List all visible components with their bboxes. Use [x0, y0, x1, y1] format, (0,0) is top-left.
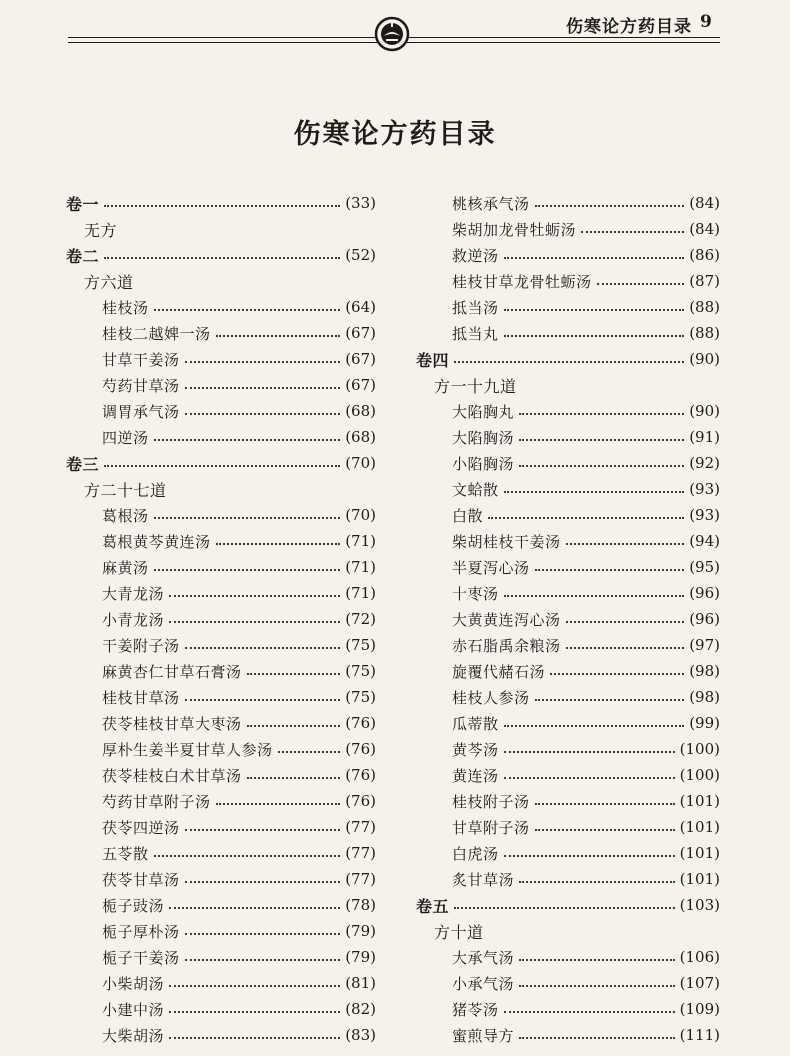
toc-label: 葛根黄芩黄连汤 — [102, 532, 211, 551]
toc-page-number: (96) — [689, 584, 720, 602]
dot-leader — [216, 335, 341, 337]
toc-page-number: (86) — [689, 246, 720, 264]
toc-entry-row — [66, 918, 376, 944]
book-emblem-icon — [374, 16, 410, 52]
toc-page-number: (71) — [345, 584, 376, 602]
toc-label: 方二十七道 — [84, 480, 167, 500]
toc-label: 茯苓桂枝甘草大枣汤 — [102, 714, 242, 733]
toc-label: 瓜蒂散 — [452, 714, 499, 733]
toc-label: 柴胡加龙骨牡蛎汤 — [452, 220, 577, 239]
toc-page-number: (68) — [345, 428, 376, 446]
toc-entry-row — [416, 944, 720, 970]
toc-label: 厚朴生姜半夏甘草人参汤 — [102, 740, 273, 759]
dot-leader — [504, 309, 685, 311]
toc-label: 黄芩汤 — [452, 740, 499, 759]
toc-entry-row — [66, 684, 376, 710]
toc-page-number: (84) — [689, 220, 720, 238]
toc-entry-row — [66, 528, 376, 554]
toc-label: 大陷胸汤 — [452, 428, 515, 447]
toc-label: 卷二 — [66, 246, 100, 266]
toc-page-number: (68) — [345, 402, 376, 420]
dot-leader — [247, 673, 341, 675]
toc-label: 文蛤散 — [452, 480, 499, 499]
toc-page-number: (52) — [345, 246, 376, 264]
toc-page-number: (81) — [345, 974, 376, 992]
toc-entry-row — [66, 346, 376, 372]
toc-label: 旋覆代赭石汤 — [452, 662, 546, 681]
toc-label: 卷一 — [66, 194, 100, 214]
dot-leader — [535, 829, 675, 831]
toc-entry-row — [66, 736, 376, 762]
toc-page-number: (79) — [345, 922, 376, 940]
toc-label: 蜜煎导方 — [452, 1026, 515, 1045]
toc-entry-row — [66, 658, 376, 684]
toc-label: 栀子干姜汤 — [102, 948, 180, 967]
toc-entry-row — [416, 528, 720, 554]
dot-leader — [488, 517, 684, 519]
toc-label: 芍药甘草汤 — [102, 376, 180, 395]
toc-page-number: (96) — [689, 610, 720, 628]
toc-page-number: (71) — [345, 532, 376, 550]
dot-leader — [454, 361, 684, 363]
toc-label: 小建中汤 — [102, 1000, 165, 1019]
dot-leader — [169, 985, 340, 987]
toc-label: 小承气汤 — [452, 974, 515, 993]
toc-label: 桂枝附子汤 — [452, 792, 530, 811]
toc-label: 大青龙汤 — [102, 584, 165, 603]
dot-leader — [247, 725, 341, 727]
dot-leader — [597, 283, 685, 285]
toc-label: 调胃承气汤 — [102, 402, 180, 421]
toc-label: 麻黄汤 — [102, 558, 149, 577]
toc-entry-row — [416, 996, 720, 1022]
toc-entry-row — [416, 788, 720, 814]
dot-leader — [550, 673, 684, 675]
toc-page-number: (64) — [345, 298, 376, 316]
toc-page-number: (92) — [689, 454, 720, 472]
toc-volume-row — [66, 190, 376, 216]
toc-page-number: (77) — [345, 844, 376, 862]
toc-page-number: (101) — [679, 870, 720, 888]
toc-page-number: (72) — [345, 610, 376, 628]
toc-label: 方一十九道 — [434, 376, 517, 396]
toc-entry-row — [416, 242, 720, 268]
toc-label: 大陷胸丸 — [452, 402, 515, 421]
toc-entry-row — [66, 970, 376, 996]
toc-entry-row — [66, 762, 376, 788]
toc-label: 卷三 — [66, 454, 100, 474]
toc-label: 干姜附子汤 — [102, 636, 180, 655]
toc-page-number: (106) — [679, 948, 720, 966]
toc-entry-row — [416, 710, 720, 736]
toc-page-number: (67) — [345, 324, 376, 342]
toc-entry-row — [416, 190, 720, 216]
toc-page-number: (67) — [345, 376, 376, 394]
toc-entry-row — [416, 554, 720, 580]
toc-entry-row — [416, 658, 720, 684]
toc-label: 大承气汤 — [452, 948, 515, 967]
toc-entry-row — [416, 762, 720, 788]
dot-leader — [185, 959, 341, 961]
toc-entry-row — [66, 814, 376, 840]
toc-label: 赤石脂禹余粮汤 — [452, 636, 561, 655]
toc-page-number: (90) — [689, 350, 720, 368]
dot-leader — [154, 569, 341, 571]
toc-page-number: (95) — [689, 558, 720, 576]
toc-label: 卷五 — [416, 896, 450, 916]
page-number: 9 — [700, 12, 712, 32]
toc-entry-row — [66, 892, 376, 918]
toc-entry-row — [416, 736, 720, 762]
toc-entry-row — [416, 320, 720, 346]
toc-group-row — [416, 918, 720, 944]
dot-leader — [169, 1037, 340, 1039]
toc-label: 小陷胸汤 — [452, 454, 515, 473]
toc-entry-row — [66, 424, 376, 450]
toc-group-row — [66, 268, 376, 294]
toc-page-number: (78) — [345, 896, 376, 914]
dot-leader — [454, 907, 675, 909]
toc-label: 甘草干姜汤 — [102, 350, 180, 369]
dot-leader — [104, 465, 340, 467]
dot-leader — [504, 1011, 675, 1013]
toc-label: 桂枝甘草龙骨牡蛎汤 — [452, 272, 592, 291]
dot-leader — [519, 465, 684, 467]
toc-page-number: (101) — [679, 844, 720, 862]
toc-entry-row — [66, 944, 376, 970]
running-title: 伤寒论方药目录 — [566, 17, 692, 37]
dot-leader — [519, 985, 675, 987]
toc-label: 猪苓汤 — [452, 1000, 499, 1019]
toc-label: 芍药甘草附子汤 — [102, 792, 211, 811]
toc-entry-row — [416, 840, 720, 866]
toc-page-number: (99) — [689, 714, 720, 732]
dot-leader — [185, 647, 341, 649]
toc-page-number: (107) — [679, 974, 720, 992]
toc-page-number: (100) — [679, 766, 720, 784]
dot-leader — [504, 777, 675, 779]
toc-entry-row — [66, 502, 376, 528]
toc-page-number: (82) — [345, 1000, 376, 1018]
toc-label: 抵当丸 — [452, 324, 499, 343]
dot-leader — [504, 595, 685, 597]
toc-label: 小青龙汤 — [102, 610, 165, 629]
toc-page-number: (91) — [689, 428, 720, 446]
toc-entry-row — [66, 710, 376, 736]
toc-page-number: (109) — [679, 1000, 720, 1018]
toc-page-number: (84) — [689, 194, 720, 212]
toc-label: 大柴胡汤 — [102, 1026, 165, 1045]
toc-entry-row — [416, 866, 720, 892]
toc-page-number: (76) — [345, 740, 376, 758]
toc-label: 茯苓甘草汤 — [102, 870, 180, 889]
toc-entry-row — [416, 476, 720, 502]
dot-leader — [504, 725, 685, 727]
toc-page-number: (101) — [679, 818, 720, 836]
dot-leader — [535, 569, 685, 571]
dot-leader — [519, 439, 684, 441]
toc-entry-row — [66, 554, 376, 580]
toc-label: 白散 — [452, 506, 484, 525]
toc-label: 方十道 — [434, 922, 484, 942]
toc-group-row — [66, 216, 376, 242]
dot-leader — [504, 491, 685, 493]
dot-leader — [504, 335, 685, 337]
toc-label: 四逆汤 — [102, 428, 149, 447]
toc-entry-row — [416, 606, 720, 632]
dot-leader — [566, 543, 685, 545]
toc-page-number: (76) — [345, 714, 376, 732]
toc-label: 麻黄杏仁甘草石膏汤 — [102, 662, 242, 681]
toc-page-number: (97) — [689, 636, 720, 654]
dot-leader — [185, 933, 341, 935]
toc-label: 卷四 — [416, 350, 450, 370]
dot-leader — [535, 803, 675, 805]
toc-label: 五苓散 — [102, 844, 149, 863]
toc-entry-row — [66, 320, 376, 346]
toc-page-number: (93) — [689, 480, 720, 498]
dot-leader — [154, 517, 341, 519]
dot-leader — [278, 751, 341, 753]
toc-entry-row — [66, 606, 376, 632]
toc-entry-row — [66, 866, 376, 892]
toc-volume-row — [416, 346, 720, 372]
dot-leader — [185, 881, 341, 883]
toc-label: 无方 — [84, 220, 118, 240]
toc-entry-row — [416, 580, 720, 606]
dot-leader — [169, 621, 340, 623]
toc-label: 栀子厚朴汤 — [102, 922, 180, 941]
toc-entry-row — [416, 294, 720, 320]
toc-page-number: (33) — [345, 194, 376, 212]
toc-page-number: (90) — [689, 402, 720, 420]
toc-group-row — [416, 372, 720, 398]
dot-leader — [566, 647, 685, 649]
dot-leader — [504, 855, 675, 857]
dot-leader — [185, 699, 341, 701]
dot-leader — [535, 699, 685, 701]
toc-label: 茯苓四逆汤 — [102, 818, 180, 837]
dot-leader — [519, 413, 684, 415]
toc-page-number: (83) — [345, 1026, 376, 1044]
toc-label: 方六道 — [84, 272, 134, 292]
toc-label: 黄连汤 — [452, 766, 499, 785]
toc-label: 大黄黄连泻心汤 — [452, 610, 561, 629]
toc-entry-row — [416, 216, 720, 242]
dot-leader — [154, 309, 341, 311]
toc-page-number: (67) — [345, 350, 376, 368]
toc-entry-row — [416, 424, 720, 450]
dot-leader — [519, 881, 675, 883]
dot-leader — [185, 413, 341, 415]
toc-page-number: (77) — [345, 818, 376, 836]
toc-entry-row — [416, 684, 720, 710]
dot-leader — [535, 205, 685, 207]
dot-leader — [169, 1011, 340, 1013]
toc-page-number: (88) — [689, 324, 720, 342]
dot-leader — [104, 257, 340, 259]
toc-label: 十枣汤 — [452, 584, 499, 603]
toc-label: 桂枝二越婢一汤 — [102, 324, 211, 343]
toc-label: 抵当汤 — [452, 298, 499, 317]
toc-page-number: (77) — [345, 870, 376, 888]
toc-entry-row — [416, 814, 720, 840]
toc-page-number: (76) — [345, 792, 376, 810]
toc-label: 白虎汤 — [452, 844, 499, 863]
toc-entry-row — [66, 294, 376, 320]
dot-leader — [216, 803, 341, 805]
toc-label: 桂枝人参汤 — [452, 688, 530, 707]
toc-label: 半夏泻心汤 — [452, 558, 530, 577]
toc-volume-row — [416, 892, 720, 918]
toc-label: 甘草附子汤 — [452, 818, 530, 837]
dot-leader — [185, 361, 341, 363]
toc-entry-row — [66, 372, 376, 398]
dot-leader — [154, 439, 341, 441]
toc-entry-row — [416, 398, 720, 424]
toc-label: 桂枝汤 — [102, 298, 149, 317]
toc-page-number: (111) — [679, 1026, 720, 1044]
toc-entry-row — [66, 996, 376, 1022]
toc-page-number: (100) — [679, 740, 720, 758]
toc-page-number: (75) — [345, 662, 376, 680]
toc-label: 小柴胡汤 — [102, 974, 165, 993]
toc-label: 桃核承气汤 — [452, 194, 530, 213]
dot-leader — [504, 257, 685, 259]
toc-page-number: (94) — [689, 532, 720, 550]
dot-leader — [154, 855, 341, 857]
toc-label: 救逆汤 — [452, 246, 499, 265]
toc-label: 栀子豉汤 — [102, 896, 165, 915]
toc-page-number: (88) — [689, 298, 720, 316]
toc-entry-row — [416, 632, 720, 658]
toc-entry-row — [66, 840, 376, 866]
toc-label: 桂枝甘草汤 — [102, 688, 180, 707]
toc-volume-row — [66, 450, 376, 476]
dot-leader — [216, 543, 341, 545]
dot-leader — [185, 387, 341, 389]
toc-page-number: (70) — [345, 454, 376, 472]
toc-group-row — [66, 476, 376, 502]
toc-entry-row — [416, 268, 720, 294]
toc-entry-row — [416, 450, 720, 476]
dot-leader — [104, 205, 340, 207]
toc-entry-row — [66, 580, 376, 606]
toc-page-number: (93) — [689, 506, 720, 524]
toc-page-number: (103) — [679, 896, 720, 914]
toc-page-number: (75) — [345, 636, 376, 654]
toc-entry-row — [66, 632, 376, 658]
toc-entry-row — [66, 1022, 376, 1048]
toc-entry-row — [416, 502, 720, 528]
toc-label: 茯苓桂枝白术甘草汤 — [102, 766, 242, 785]
dot-leader — [519, 959, 675, 961]
toc-entry-row — [416, 1022, 720, 1048]
toc-page-number: (76) — [345, 766, 376, 784]
dot-leader — [247, 777, 341, 779]
toc-page-number: (98) — [689, 688, 720, 706]
dot-leader — [169, 907, 340, 909]
toc-page-number: (79) — [345, 948, 376, 966]
toc-page-number: (98) — [689, 662, 720, 680]
dot-leader — [185, 829, 341, 831]
dot-leader — [169, 595, 340, 597]
toc-label: 炙甘草汤 — [452, 870, 515, 889]
toc-entry-row — [66, 398, 376, 424]
toc-entry-row — [416, 970, 720, 996]
toc-label: 柴胡桂枝干姜汤 — [452, 532, 561, 551]
dot-leader — [519, 1037, 675, 1039]
dot-leader — [566, 621, 685, 623]
dot-leader — [504, 751, 675, 753]
toc-page-number: (101) — [679, 792, 720, 810]
toc-entry-row — [66, 788, 376, 814]
toc-label: 葛根汤 — [102, 506, 149, 525]
toc-volume-row — [66, 242, 376, 268]
toc-page-number: (87) — [689, 272, 720, 290]
toc-page-number: (70) — [345, 506, 376, 524]
toc-page-number: (75) — [345, 688, 376, 706]
toc-page-number: (71) — [345, 558, 376, 576]
page-title: 伤寒论方药目录 — [293, 119, 497, 150]
dot-leader — [581, 231, 684, 233]
